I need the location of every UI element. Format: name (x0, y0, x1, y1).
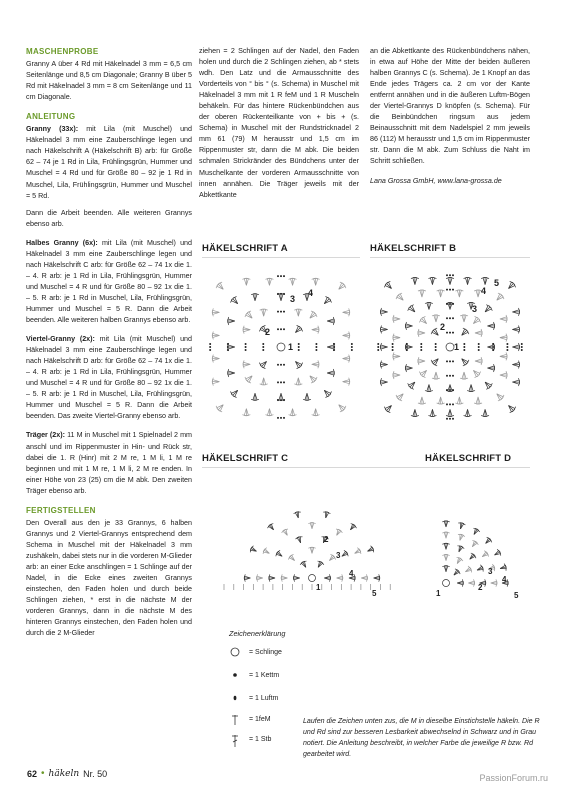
diagram-c-label-5: 5 (372, 589, 377, 598)
legend-item-luftm (229, 693, 278, 703)
traeger-text: 11 M in Muschel mit 1 Spielnadel 2 mm anschl und im Rippenmuster in Hin- und Rück str, dabei die 1. R (Hinr) mit 2 M re, 1 M li, 1 M re beginnen und mit 1 M re, 1 M li, 2 M re enden. In einer Höhe von 23 (25) cm die M abk. Den zweiten Träger ebenso arb. (26, 431, 192, 495)
diagram-b-label-3: 3 (472, 304, 478, 314)
traeger-label: Träger (2x): (26, 431, 65, 440)
diagram-a-title: HÄKELSCHRIFT A (202, 243, 288, 254)
diagram-a-label-2: 2 (265, 327, 271, 337)
diagram-d-title: HÄKELSCHRIFT D (425, 453, 512, 464)
col2-text: ziehen = 2 Schlingen auf der Nadel, den Faden holen und durch die 2 Schlingen ziehen, ab * stets wdh. Den Latz und die Armausschnitte des Vorderteils von ° bis ° (s. Schema) in Muschel mit Häkelnadel 3 mm mit 1 R feM und 1 R Muscheln behäkeln. Für das hintere Rückenbündchen aus der oberen Rückenteilkante von + bis + (s. Schema) in Muschel mit der Rundstricknadel 2 mm 61 (79) M herausstr und 1,5 cm im Rippenmuster str, dann die M abk. Die beiden schmalen Strickränder des Bündchens unter der Muschelkante der vorderen Armausschnitte von innen annähen. Die Träger jeweils mit der Abkettkante (199, 47, 359, 199)
page-footer (27, 768, 107, 779)
issue-number: Nr. 50 (83, 768, 108, 779)
legend-label: = 1 Luftm (249, 694, 279, 702)
viertel-paragraph (26, 334, 192, 422)
granny-text: mit Lila (mit Muschel) und Häkelnadel 3 mm eine Zauberschlinge legen und nach Häkelschrift A (Häkelschrift B) arb: für Größe 62 – 74 je 1 Rd in Lila, Frühlingsgrün, Hummer und Muschel = 4 Rd und für Größe 80 – 92 je 1 Rd in Muschel, Lila, Frühlingsgrün, Hummer und Muschel = 5 Rd. (26, 125, 192, 200)
maschenprobe-text: Granny A über 4 Rd mit Häkelnadel 3 mm = 6,5 cm Seitenlänge und 8,5 cm Diagonale; Granny B über 5 Rd mit Häkelnadel 3 mm = 8 cm Seitenlänge und 11 cm Diagonale. (26, 60, 192, 102)
legend-label: = 1 Stb (249, 735, 272, 743)
diagram-a-label-4: 4 (308, 288, 314, 298)
diagram-a (200, 262, 362, 432)
diagram-d-label-3: 3 (488, 567, 493, 576)
legend-item-fem (229, 714, 271, 724)
credit: Lana Grossa GmbH, www.lana-grossa.de (370, 176, 502, 185)
diagram-d-label-2: 2 (478, 583, 483, 592)
viertel-text: mit Lila (mit Muschel) und Häkelnadel 3 mm eine Zauberschlinge legen und nach Häkelschrift D arb: für Größe 62 – 74 1x die 1. – 4. R arb: je 1 Rd in Lila, Frühlingsgrün, Hummer und Muschel = 4 R und für Größe 80 – 92 1x die 1. – 5. R arb: je 1 Rd in Muschel, Lila, Frühlingsgrün, Hummer und Muschel = 5 R. Dann die Arbeit beenden. Das zweite Viertel-Granny ebenso arb. (26, 335, 192, 421)
fertig-text: Den Overall aus den je 33 Grannys, 6 halben Grannys und 2 Viertel-Grannys entsprechend dem Schema in Muschel mit der Häkelnadel 3 mm zushäkeln, dabei stets nur in die vorderen M-Glieder arb: an einer Ecke anschlingen = 1 Schlinge auf der Nadel, in die Ecke eines zweiten Grannys einstechen, den Faden holen und durch beide Schlingen ziehen, * erst in die nächste M der vorderen Grannys, dann in die nächste M des hinteren Grannys einstechen, den Faden holen und durch die 2 M-Glieder (26, 518, 192, 638)
legend-label: = 1 Kettm (249, 671, 280, 679)
legend-item-kettm (229, 670, 279, 680)
loop-symbol-icon (229, 647, 247, 657)
granny-end: Dann die Arbeit beenden. Alle weiteren Grannys ebenso arb. (26, 208, 192, 228)
legend-label: = Schlinge (249, 648, 282, 656)
slip-stitch-symbol-icon (229, 670, 247, 680)
diagram-d-label-5: 5 (514, 591, 519, 600)
diagram-b-label-4: 4 (481, 286, 487, 296)
legend-item-stb (229, 734, 271, 744)
bullet-icon: • (41, 768, 45, 779)
diagram-b-label-2: 2 (440, 322, 446, 332)
watermark: PassionForum.ru (479, 773, 548, 783)
heading-anleitung: ANLEITUNG (26, 112, 76, 122)
viertel-label: Viertel-Granny (2x): (26, 335, 95, 344)
col3-text: an die Abkettkante des Rückenbündchens nähen, in etwa auf Höhe der Mitte der beiden äußeren halben Grannys C (s. Schema). Je 1 Knopf an das Ende jedes Trägers ca. 2 cm vor der Kante entfernt annähen und in die äußeren Luftm-Bögen der Viertel-Grannys D knöpfen (s. Schema). Für die Beinbündchen ringsum aus jedem Beinausschnitt mit dem Nadelspiel 2 mm jeweils 86 (112) M herausstr und 1,5 cm im Rippenmuster str. Dann die M abk. Zum Schluss die Naht im Schritt schließen. (370, 47, 530, 166)
diagram-c (214, 478, 410, 604)
diagram-d-label-4: 4 (502, 575, 507, 584)
legend-item-schlinge (229, 647, 282, 657)
diagram-d (424, 478, 534, 604)
diagram-a-label-3: 3 (290, 294, 296, 304)
heading-fertigstellen: FERTIGSTELLEN (26, 505, 96, 515)
chain-stitch-symbol-icon (229, 693, 247, 703)
diagram-b-title: HÄKELSCHRIFT B (370, 243, 457, 254)
diagram-b (368, 262, 532, 432)
diagram-c-label-4: 4 (349, 569, 354, 578)
diagram-c-label-3: 3 (336, 551, 341, 560)
diagram-a-label-1: 1 (288, 342, 294, 352)
halbes-paragraph (26, 238, 192, 326)
halbes-label: Halbes Granny (6x): (26, 238, 98, 247)
diagram-d-label-1: 1 (436, 589, 441, 598)
single-crochet-symbol-icon (229, 714, 247, 724)
diagram-c-title: HÄKELSCHRIFT C (202, 453, 289, 464)
traeger-paragraph (26, 430, 192, 496)
column-3 (370, 46, 530, 187)
diagram-c-label-1: 1 (316, 583, 321, 592)
legend-label: = 1feM (249, 715, 271, 723)
legend-title: Zeichenerklärung (229, 629, 286, 638)
halbes-text: mit Lila (mit Muschel) und Häkelnadel 3 mm eine Zauberschlinge legen und nach Häkelschrift C arb: für Größe 62 – 74 1x die 1. – 4. R arb: je 1 Rd in Lila, Frühlingsgrün, Hummer und Muschel = 4 R und für Größe 80 – 92 1x die 1. – 5. R arb: je 1 Rd in Muschel, Lila, Frühlingsgrün, Hummer und Muschel = 5 R. Dann die Arbeit beenden. Alle weiteren halben Grannys ebenso arb. (26, 238, 192, 325)
legend-note: Laufen die Zeichen unten zus, die M in dieselbe Einstichstelle häkeln. Die R und Rd sind zur besseren Lesbarkeit abwechselnd in Schwarz und in Grau notiert. Die Anleitung beschreibt, in welcher Farbe die jeweilige R bzw. Rd gearbeitet wird. (303, 718, 540, 758)
diagram-cd-rule (202, 467, 530, 468)
double-crochet-symbol-icon (229, 734, 247, 744)
granny-label: Granny (33x): (26, 125, 79, 134)
magazine-name: häkeln (48, 768, 80, 779)
column-1 (26, 46, 192, 647)
diagram-b-label-1: 1 (454, 342, 460, 352)
column-2 (199, 46, 359, 209)
diagram-a-rule (202, 257, 360, 258)
diagram-b-label-5: 5 (494, 278, 500, 288)
page-number: 62 (27, 768, 38, 779)
diagram-c-label-2: 2 (324, 535, 329, 544)
heading-maschenprobe: MASCHENPROBE (26, 47, 99, 56)
diagram-b-rule (370, 257, 530, 258)
granny-paragraph (26, 124, 192, 201)
